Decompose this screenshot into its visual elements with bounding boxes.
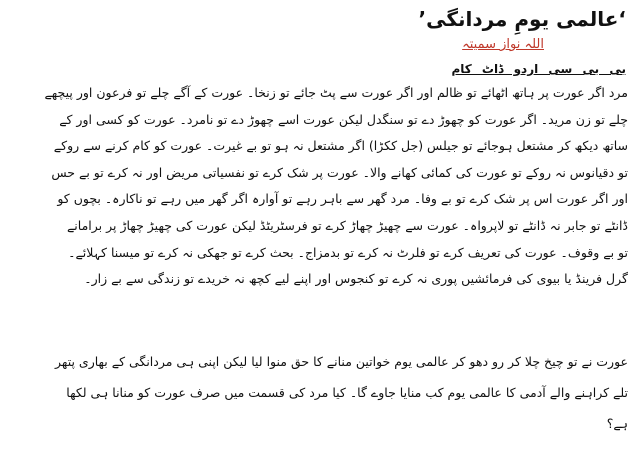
paragraph-line: ڈانٹے تو جابر نہ ڈانٹے تو لاپرواہ۔ عورت سے چھیڑ چھاڑ کرے تو فرسٹریٹڈ لیکن عورت کی چھیڑ چھاڑ پر برامانے: [66, 217, 628, 233]
paragraph-line: اور اگر عورت اس پر شک کرے تو بے وفا۔ مرد گھر سے باہر رہے تو آوارہ اگر گھر میں رہے تو ناکارہ۔ بچوں کو: [57, 191, 628, 207]
article-source: بی بی سی اردو ڈاٹ کام: [451, 62, 626, 76]
paragraph-line: مرد اگر عورت پر ہاتھ اٹھائے تو ظالم اور اگر عورت سے پٹ جائے تو زنخا۔ عورت کے آگے چلے تو فرعون اور پیچھے: [44, 85, 628, 100]
paragraph-line: چلے تو زن مرید۔ اگر عورت کو چھوڑ دے تو سنگدل لیکن عورت اسے چھوڑ دے تو نامرد۔ عورت کو کسی اور کے: [59, 111, 628, 127]
paragraph-line: تو دقیانوس نہ روکے تو عورت کی کمائی کھانے والا۔ عورت پر شک کرے تو نفسیاتی مریض اور نہ کرے تو بے حس: [51, 164, 628, 180]
article-author: اللہ نواز سمیتہ: [462, 37, 544, 52]
paragraph-2: [16, 346, 628, 439]
article-title: ‘عالمی یومِ مردانگی’: [418, 7, 626, 31]
paragraph-line: ہے؟: [606, 416, 628, 431]
paragraph-1: [16, 80, 628, 293]
paragraph-line: تلے کراہنے والے آدمی کا عالمی یوم کب منایا جاوے گا۔ کیا مرد کی قسمت میں صرف عورت کو منانا ہی لکھا: [66, 385, 628, 400]
paragraph-line: ساتھ دیکھ کر مشتعل ہوجائے تو جیلس (جل ککڑا) اگر مشتعل نہ ہو تو بے غیرت۔ عورت کو کام کرنے سے روکے: [53, 138, 628, 154]
paragraph-line: گرل فرینڈ یا بیوی کی فرمائشیں پوری نہ کرے تو کنجوس اور اپنے لیے کچھ نہ خریدے تو زندگی سے بے زار۔: [84, 271, 628, 287]
paragraph-line: تو بے وقوف۔ عورت کی تعریف کرے تو فلرٹ نہ کرے تو بدمزاج۔ بحث کرے تو جھکی نہ کرے تو میسنا کہلائے۔: [68, 244, 628, 260]
paragraph-line: عورت نے تو چیخ چلا کر رو دھو کر عالمی یوم خواتین منانے کا حق منوا لیا لیکن اپنی ہی مردانگی کے بھاری پتھر: [55, 354, 628, 369]
